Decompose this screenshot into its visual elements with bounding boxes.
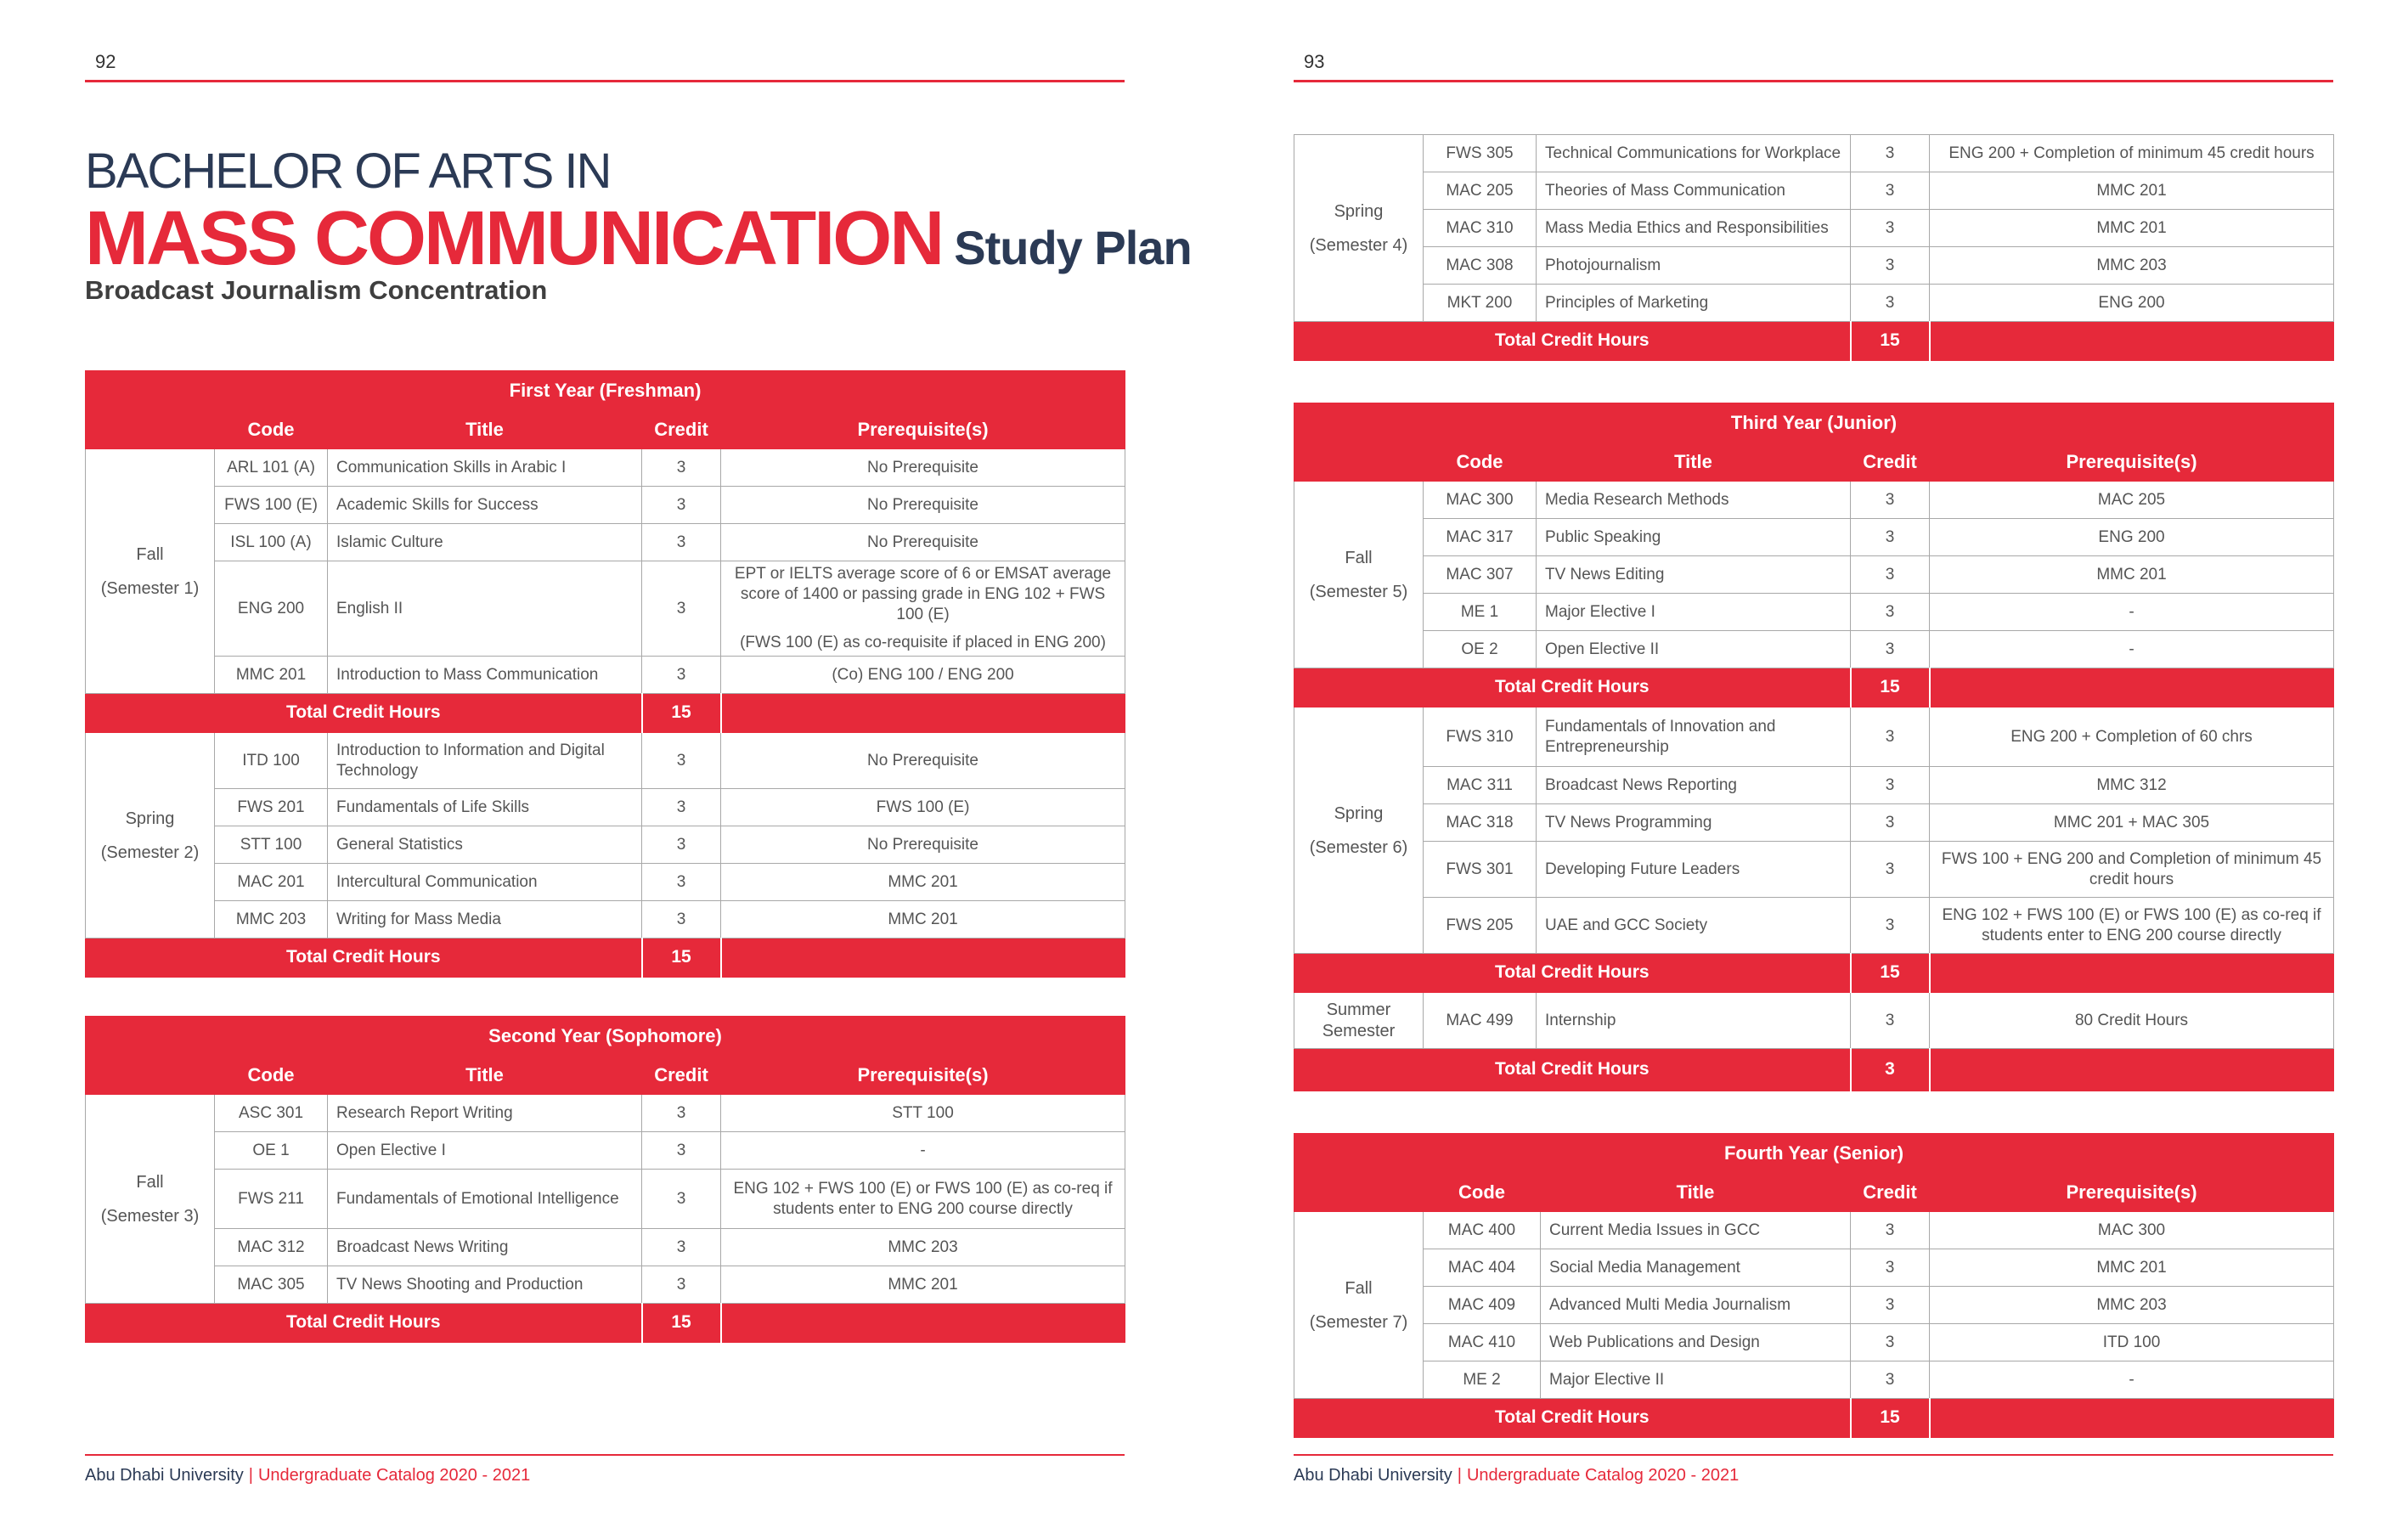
year3-table <box>1294 403 2334 1091</box>
semester-cell <box>1294 135 1424 322</box>
semester-label: Fall <box>136 544 164 564</box>
course-title: Introduction to Mass Communication <box>328 657 642 694</box>
course-code: ME 1 <box>1424 594 1537 631</box>
course-prereq: MMC 201 <box>721 1266 1125 1304</box>
header-rule <box>1294 80 2333 82</box>
course-code: MAC 404 <box>1424 1249 1541 1287</box>
year-title: Third Year (Junior) <box>1294 403 2334 443</box>
footer-org: Abu Dhabi University <box>85 1466 244 1485</box>
course-prereq: No Prerequisite <box>721 733 1125 789</box>
page-number: 92 <box>95 51 116 72</box>
semester-number: (Semester 5) <box>1309 582 1408 601</box>
table-row <box>86 487 1125 524</box>
course-credit: 3 <box>1851 556 1930 594</box>
course-code: OE 2 <box>1424 631 1537 668</box>
total-row <box>1294 322 2334 361</box>
col-title: Title <box>1537 443 1851 482</box>
course-prereq: MMC 203 <box>721 1229 1125 1266</box>
course-code: MAC 312 <box>215 1229 328 1266</box>
semester-number: (Semester 1) <box>100 578 200 598</box>
course-credit: 3 <box>1851 707 1930 767</box>
course-title: Developing Future Leaders <box>1537 842 1851 898</box>
course-code: MMC 203 <box>215 901 328 939</box>
course-code: FWS 310 <box>1424 707 1537 767</box>
total-blank <box>1930 1399 2334 1438</box>
year1-table <box>85 370 1125 978</box>
course-code: MAC 311 <box>1424 767 1537 804</box>
table-row <box>1294 631 2334 668</box>
course-prereq: ENG 200 + Completion of 60 chrs <box>1930 707 2334 767</box>
course-title: Communication Skills in Arabic I <box>328 449 642 487</box>
course-title: Social Media Management <box>1541 1249 1851 1287</box>
course-code: MAC 205 <box>1424 172 1537 210</box>
course-credit: 3 <box>1851 842 1930 898</box>
table-row <box>86 789 1125 826</box>
total-row <box>1294 954 2334 993</box>
course-title: English II <box>328 561 642 657</box>
course-title: Theories of Mass Communication <box>1537 172 1851 210</box>
course-code: MAC 400 <box>1424 1212 1541 1249</box>
table-row <box>1294 519 2334 556</box>
table-row <box>86 561 1125 657</box>
course-code: MAC 310 <box>1424 210 1537 247</box>
course-credit: 3 <box>642 1095 721 1132</box>
footer-separator: | <box>1457 1466 1462 1485</box>
course-credit: 3 <box>1851 804 1930 842</box>
semester-cell <box>86 449 215 694</box>
course-code: ENG 200 <box>215 561 328 657</box>
total-blank <box>721 1304 1125 1343</box>
course-prereq: EPT or IELTS average score of 6 or EMSAT average score of 1400 or passing grade in ENG 102 + FWS 100 (E) <box>734 565 1112 623</box>
semester-number: (Semester 7) <box>1309 1312 1408 1332</box>
total-blank <box>721 694 1125 733</box>
course-title: TV News Programming <box>1537 804 1851 842</box>
table-row <box>86 733 1125 789</box>
col-credit: Credit <box>1851 1173 1930 1212</box>
course-code: MAC 409 <box>1424 1287 1541 1324</box>
total-blank <box>1930 954 2334 993</box>
course-prereq: No Prerequisite <box>721 524 1125 561</box>
total-value: 15 <box>1851 322 1930 361</box>
total-value: 15 <box>642 1304 721 1343</box>
semester-label: Spring <box>125 809 175 828</box>
table-row <box>1294 172 2334 210</box>
course-code: MAC 300 <box>1424 482 1537 519</box>
col-code: Code <box>215 410 328 449</box>
footer-separator: | <box>248 1466 253 1485</box>
course-prereq: MMC 203 <box>1930 247 2334 285</box>
table-row <box>1294 898 2334 954</box>
course-prereq: FWS 100 + ENG 200 and Completion of minimum 45 credit hours <box>1930 842 2334 898</box>
semester-cell <box>86 733 215 939</box>
course-code: ARL 101 (A) <box>215 449 328 487</box>
semester-number: (Semester 2) <box>100 843 200 862</box>
table-row <box>86 524 1125 561</box>
left-page <box>85 0 1192 1539</box>
course-title: Current Media Issues in GCC <box>1541 1212 1851 1249</box>
course-prereq: MAC 205 <box>1930 482 2334 519</box>
course-title: Major Elective II <box>1541 1361 1851 1399</box>
course-prereq: ENG 102 + FWS 100 (E) or FWS 100 (E) as co-req if students enter to ENG 200 course directly <box>721 1170 1125 1229</box>
course-prereq: MAC 300 <box>1930 1212 2334 1249</box>
course-prereq: MMC 201 <box>1930 1249 2334 1287</box>
table-row <box>1294 594 2334 631</box>
col-credit: Credit <box>1851 443 1930 482</box>
course-code: MAC 308 <box>1424 247 1537 285</box>
course-credit: 3 <box>1851 767 1930 804</box>
col-code: Code <box>1424 1173 1541 1212</box>
course-credit: 3 <box>642 901 721 939</box>
concentration-subtitle: Broadcast Journalism Concentration <box>85 275 548 305</box>
course-prereq: MMC 201 + MAC 305 <box>1930 804 2334 842</box>
col-prereq: Prerequisite(s) <box>1930 443 2334 482</box>
footer <box>1294 1466 1739 1485</box>
year4-table <box>1294 1133 2334 1438</box>
table-row <box>1294 707 2334 767</box>
footer-rule <box>85 1454 1125 1456</box>
course-title: Research Report Writing <box>328 1095 642 1132</box>
course-title: Public Speaking <box>1537 519 1851 556</box>
course-title: Internship <box>1537 993 1851 1049</box>
course-credit: 3 <box>642 1229 721 1266</box>
course-code: MMC 201 <box>215 657 328 694</box>
course-title: Mass Media Ethics and Responsibilities <box>1537 210 1851 247</box>
course-prereq: STT 100 <box>721 1095 1125 1132</box>
semester-cell <box>1294 1212 1424 1399</box>
col-prereq: Prerequisite(s) <box>721 410 1125 449</box>
course-title: Writing for Mass Media <box>328 901 642 939</box>
course-prereq: MMC 312 <box>1930 767 2334 804</box>
table-row <box>1294 842 2334 898</box>
course-title: Fundamentals of Innovation and Entrepreneurship <box>1537 707 1851 767</box>
course-title: Principles of Marketing <box>1537 285 1851 322</box>
semester-number: (Semester 6) <box>1309 837 1408 857</box>
course-code: ME 2 <box>1424 1361 1541 1399</box>
semester-number: (Semester 3) <box>100 1206 200 1226</box>
course-title: Web Publications and Design <box>1541 1324 1851 1361</box>
course-title: Broadcast News Writing <box>328 1229 642 1266</box>
program-title-line2 <box>85 195 1192 283</box>
course-prereq: No Prerequisite <box>721 449 1125 487</box>
table-row <box>86 1170 1125 1229</box>
course-credit: 3 <box>1851 898 1930 954</box>
program-title-suffix: Study Plan <box>954 221 1192 274</box>
table-row <box>86 449 1125 487</box>
course-code: MAC 307 <box>1424 556 1537 594</box>
total-blank <box>1930 322 2334 361</box>
footer <box>85 1466 530 1485</box>
total-value: 15 <box>1851 954 1930 993</box>
course-prereq: MMC 201 <box>1930 556 2334 594</box>
col-semester <box>86 410 215 449</box>
course-code: MAC 317 <box>1424 519 1537 556</box>
header-rule <box>85 80 1125 82</box>
col-semester <box>1294 443 1424 482</box>
table-row <box>1294 210 2334 247</box>
total-value: 15 <box>642 939 721 978</box>
course-code: ASC 301 <box>215 1095 328 1132</box>
total-label: Total Credit Hours <box>1294 1399 1851 1438</box>
total-label: Total Credit Hours <box>86 694 642 733</box>
table-row <box>1294 1212 2334 1249</box>
course-credit: 3 <box>642 561 721 657</box>
course-credit: 3 <box>642 864 721 901</box>
course-code: STT 100 <box>215 826 328 864</box>
total-value: 15 <box>1851 1399 1930 1438</box>
total-label: Total Credit Hours <box>1294 954 1851 993</box>
course-code: FWS 211 <box>215 1170 328 1229</box>
semester-label: Spring <box>1334 201 1384 221</box>
semester-label: Spring <box>1334 803 1384 823</box>
course-prereq: ENG 200 + Completion of minimum 45 credit hours <box>1930 135 2334 172</box>
course-credit: 3 <box>1851 631 1930 668</box>
total-row <box>86 1304 1125 1343</box>
total-label: Total Credit Hours <box>86 1304 642 1343</box>
course-title: Fundamentals of Emotional Intelligence <box>328 1170 642 1229</box>
course-prereq: (Co) ENG 100 / ENG 200 <box>721 657 1125 694</box>
course-credit: 3 <box>1851 1249 1930 1287</box>
course-prereq: MMC 201 <box>721 901 1125 939</box>
course-credit: 3 <box>642 524 721 561</box>
table-row <box>86 1095 1125 1132</box>
course-title: Intercultural Communication <box>328 864 642 901</box>
course-credit: 3 <box>1851 1324 1930 1361</box>
course-code: MAC 305 <box>215 1266 328 1304</box>
semester-cell <box>86 1095 215 1304</box>
year-title: First Year (Freshman) <box>86 371 1125 410</box>
col-prereq: Prerequisite(s) <box>721 1056 1125 1095</box>
total-value: 15 <box>1851 668 1930 707</box>
total-row <box>1294 1049 2334 1091</box>
course-credit: 3 <box>642 487 721 524</box>
col-semester <box>1294 1173 1424 1212</box>
table-row <box>1294 1324 2334 1361</box>
course-title: Advanced Multi Media Journalism <box>1541 1287 1851 1324</box>
total-blank <box>1930 1049 2334 1091</box>
course-title: Broadcast News Reporting <box>1537 767 1851 804</box>
course-prereq: MMC 201 <box>1930 210 2334 247</box>
semester-cell: Summer Semester <box>1294 993 1424 1049</box>
table-row <box>86 657 1125 694</box>
course-credit: 3 <box>642 1132 721 1170</box>
footer-catalog: Undergraduate Catalog 2020 - 2021 <box>257 1466 531 1485</box>
course-credit: 3 <box>1851 993 1930 1049</box>
course-credit: 3 <box>642 789 721 826</box>
course-credit: 3 <box>1851 172 1930 210</box>
col-title: Title <box>328 410 642 449</box>
semester-label: Fall <box>1345 1278 1373 1298</box>
course-title: Fundamentals of Life Skills <box>328 789 642 826</box>
table-row <box>1294 135 2334 172</box>
table-row <box>1294 285 2334 322</box>
course-prereq: 80 Credit Hours <box>1930 993 2334 1049</box>
program-title-major: MASS COMMUNICATION <box>85 196 943 281</box>
course-code: MAC 318 <box>1424 804 1537 842</box>
col-semester <box>86 1056 215 1095</box>
course-prereq: No Prerequisite <box>721 487 1125 524</box>
course-code: MKT 200 <box>1424 285 1537 322</box>
course-code: MAC 410 <box>1424 1324 1541 1361</box>
course-title: Open Elective II <box>1537 631 1851 668</box>
table-row <box>1294 1361 2334 1399</box>
course-title: TV News Editing <box>1537 556 1851 594</box>
course-prereq: ENG 200 <box>1930 519 2334 556</box>
course-title: Major Elective I <box>1537 594 1851 631</box>
footer-rule <box>1294 1454 2333 1456</box>
col-title: Title <box>1541 1173 1851 1212</box>
col-title: Title <box>328 1056 642 1095</box>
course-credit: 3 <box>1851 247 1930 285</box>
course-title: Academic Skills for Success <box>328 487 642 524</box>
course-prereq: - <box>1930 1361 2334 1399</box>
table-row <box>1294 767 2334 804</box>
table-row <box>86 1229 1125 1266</box>
semester-number: (Semester 4) <box>1309 235 1408 255</box>
total-label: Total Credit Hours <box>1294 1049 1851 1091</box>
course-prereq-cell <box>721 561 1125 657</box>
course-credit: 3 <box>1851 1361 1930 1399</box>
year2-table <box>85 1016 1125 1343</box>
course-credit: 3 <box>1851 594 1930 631</box>
course-code: MAC 499 <box>1424 993 1537 1049</box>
footer-org: Abu Dhabi University <box>1294 1466 1452 1485</box>
course-credit: 3 <box>642 449 721 487</box>
course-code: OE 1 <box>215 1132 328 1170</box>
course-prereq: - <box>721 1132 1125 1170</box>
course-title: Media Research Methods <box>1537 482 1851 519</box>
semester-cell <box>1294 707 1424 954</box>
course-code: FWS 205 <box>1424 898 1537 954</box>
course-code: FWS 305 <box>1424 135 1537 172</box>
course-prereq: ITD 100 <box>1930 1324 2334 1361</box>
total-row <box>86 939 1125 978</box>
course-title: Introduction to Information and Digital Technology <box>328 733 642 789</box>
course-credit: 3 <box>642 1266 721 1304</box>
course-credit: 3 <box>1851 285 1930 322</box>
course-code: MAC 201 <box>215 864 328 901</box>
course-prereq: MMC 203 <box>1930 1287 2334 1324</box>
table-row <box>86 826 1125 864</box>
total-row <box>1294 668 2334 707</box>
course-prereq: MMC 201 <box>1930 172 2334 210</box>
course-credit: 3 <box>1851 519 1930 556</box>
total-value: 3 <box>1851 1049 1930 1091</box>
year-title: Second Year (Sophomore) <box>86 1017 1125 1056</box>
course-credit: 3 <box>1851 1287 1930 1324</box>
table-row <box>1294 1249 2334 1287</box>
course-credit: 3 <box>1851 482 1930 519</box>
table-row <box>1294 993 2334 1049</box>
course-prereq: MMC 201 <box>721 864 1125 901</box>
col-credit: Credit <box>642 1056 721 1095</box>
course-prereq: ENG 200 <box>1930 285 2334 322</box>
total-label: Total Credit Hours <box>86 939 642 978</box>
course-code: FWS 201 <box>215 789 328 826</box>
footer-catalog: Undergraduate Catalog 2020 - 2021 <box>1466 1466 1740 1485</box>
course-code: ISL 100 (A) <box>215 524 328 561</box>
course-title: TV News Shooting and Production <box>328 1266 642 1304</box>
course-prereq: FWS 100 (E) <box>721 789 1125 826</box>
table-row <box>1294 247 2334 285</box>
course-credit: 3 <box>642 826 721 864</box>
table-row <box>86 1132 1125 1170</box>
right-page <box>1294 0 2333 1539</box>
total-label: Total Credit Hours <box>1294 668 1851 707</box>
course-title: Islamic Culture <box>328 524 642 561</box>
table-row <box>1294 1287 2334 1324</box>
total-label: Total Credit Hours <box>1294 322 1851 361</box>
table-row <box>86 1266 1125 1304</box>
year2-spring-table <box>1294 134 2334 361</box>
page-number: 93 <box>1304 51 1325 72</box>
course-prereq: - <box>1930 631 2334 668</box>
table-row <box>1294 482 2334 519</box>
course-credit: 3 <box>642 657 721 694</box>
course-credit: 3 <box>1851 135 1930 172</box>
course-credit: 3 <box>1851 1212 1930 1249</box>
total-row <box>1294 1399 2334 1438</box>
table-row <box>86 864 1125 901</box>
total-blank <box>1930 668 2334 707</box>
total-value: 15 <box>642 694 721 733</box>
course-title: UAE and GCC Society <box>1537 898 1851 954</box>
table-row <box>86 901 1125 939</box>
course-code: FWS 100 (E) <box>215 487 328 524</box>
program-title-line1: BACHELOR OF ARTS IN <box>85 144 611 199</box>
col-credit: Credit <box>642 410 721 449</box>
course-prereq-note: (FWS 100 (E) as co-requisite if placed in ENG 200) <box>740 634 1106 652</box>
semester-label: Fall <box>1345 548 1373 567</box>
course-credit: 3 <box>642 1170 721 1229</box>
semester-label: Fall <box>136 1172 164 1192</box>
course-credit: 3 <box>642 733 721 789</box>
course-credit: 3 <box>1851 210 1930 247</box>
col-code: Code <box>215 1056 328 1095</box>
course-title: Photojournalism <box>1537 247 1851 285</box>
table-row <box>1294 556 2334 594</box>
course-code: ITD 100 <box>215 733 328 789</box>
table-row <box>1294 804 2334 842</box>
col-prereq: Prerequisite(s) <box>1930 1173 2334 1212</box>
course-code: FWS 301 <box>1424 842 1537 898</box>
course-prereq: No Prerequisite <box>721 826 1125 864</box>
course-title: General Statistics <box>328 826 642 864</box>
col-code: Code <box>1424 443 1537 482</box>
course-title: Open Elective I <box>328 1132 642 1170</box>
year-title: Fourth Year (Senior) <box>1294 1134 2334 1173</box>
total-row <box>86 694 1125 733</box>
course-prereq: ENG 102 + FWS 100 (E) or FWS 100 (E) as co-req if students enter to ENG 200 course directly <box>1930 898 2334 954</box>
semester-cell <box>1294 482 1424 668</box>
total-blank <box>721 939 1125 978</box>
course-prereq: - <box>1930 594 2334 631</box>
course-title: Technical Communications for Workplace <box>1537 135 1851 172</box>
